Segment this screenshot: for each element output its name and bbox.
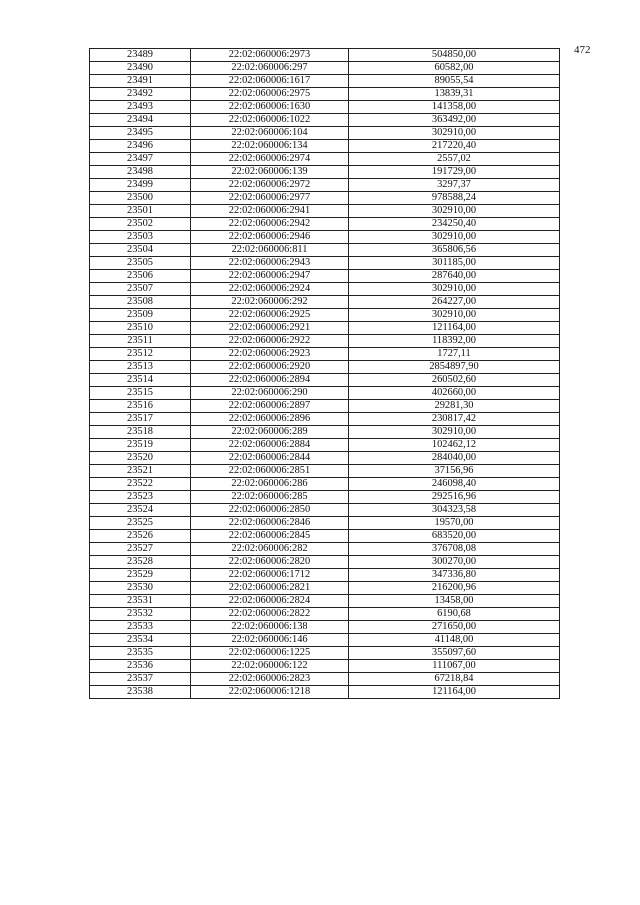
table-row (90, 114, 560, 127)
row-number-cell: 23505 (90, 257, 191, 270)
table-row (90, 452, 560, 465)
cadastral-number-cell: 22:02:060006:1225 (191, 647, 349, 660)
table-row (90, 348, 560, 361)
cadastral-number-cell: 22:02:060006:290 (191, 387, 349, 400)
cadastral-value-cell: 230817,42 (349, 413, 560, 426)
cadastral-value-cell: 2854897,90 (349, 361, 560, 374)
row-number-cell: 23503 (90, 231, 191, 244)
row-number-cell: 23495 (90, 127, 191, 140)
table-row (90, 634, 560, 647)
row-number-cell: 23512 (90, 348, 191, 361)
row-number-cell: 23500 (90, 192, 191, 205)
cadastral-value-cell: 234250,40 (349, 218, 560, 231)
cadastral-number-cell: 22:02:060006:2894 (191, 374, 349, 387)
cadastral-value-table (89, 48, 560, 699)
cadastral-value-cell: 89055,54 (349, 75, 560, 88)
cadastral-number-cell: 22:02:060006:2896 (191, 413, 349, 426)
cadastral-number-cell: 22:02:060006:285 (191, 491, 349, 504)
row-number-cell: 23535 (90, 647, 191, 660)
cadastral-value-cell: 683520,00 (349, 530, 560, 543)
table-row (90, 478, 560, 491)
page-number: 472 (574, 44, 591, 56)
table-row (90, 309, 560, 322)
cadastral-number-cell: 22:02:060006:2974 (191, 153, 349, 166)
row-number-cell: 23497 (90, 153, 191, 166)
table-row (90, 322, 560, 335)
cadastral-value-cell: 376708,08 (349, 543, 560, 556)
table-row (90, 686, 560, 699)
cadastral-value-cell: 260502,60 (349, 374, 560, 387)
row-number-cell: 23491 (90, 75, 191, 88)
cadastral-value-cell: 29281,30 (349, 400, 560, 413)
cadastral-number-cell: 22:02:060006:2972 (191, 179, 349, 192)
cadastral-number-cell: 22:02:060006:2923 (191, 348, 349, 361)
cadastral-number-cell: 22:02:060006:2924 (191, 283, 349, 296)
cadastral-number-cell: 22:02:060006:2897 (191, 400, 349, 413)
cadastral-value-cell: 118392,00 (349, 335, 560, 348)
cadastral-value-cell: 13458,00 (349, 595, 560, 608)
cadastral-number-cell: 22:02:060006:2824 (191, 595, 349, 608)
cadastral-number-cell: 22:02:060006:2820 (191, 556, 349, 569)
cadastral-value-cell: 300270,00 (349, 556, 560, 569)
row-number-cell: 23530 (90, 582, 191, 595)
row-number-cell: 23519 (90, 439, 191, 452)
table-row (90, 179, 560, 192)
row-number-cell: 23504 (90, 244, 191, 257)
row-number-cell: 23494 (90, 114, 191, 127)
cadastral-value-cell: 402660,00 (349, 387, 560, 400)
cadastral-number-cell: 22:02:060006:289 (191, 426, 349, 439)
cadastral-value-cell: 302910,00 (349, 231, 560, 244)
cadastral-number-cell: 22:02:060006:2973 (191, 49, 349, 62)
table-row (90, 647, 560, 660)
cadastral-value-cell: 302910,00 (349, 205, 560, 218)
cadastral-number-cell: 22:02:060006:2946 (191, 231, 349, 244)
cadastral-value-cell: 302910,00 (349, 127, 560, 140)
cadastral-number-cell: 22:02:060006:292 (191, 296, 349, 309)
cadastral-value-cell: 3297,37 (349, 179, 560, 192)
cadastral-value-cell: 284040,00 (349, 452, 560, 465)
table-row (90, 88, 560, 101)
cadastral-value-cell: 246098,40 (349, 478, 560, 491)
table-row (90, 660, 560, 673)
row-number-cell: 23514 (90, 374, 191, 387)
table-row (90, 400, 560, 413)
cadastral-number-cell: 22:02:060006:2941 (191, 205, 349, 218)
cadastral-number-cell: 22:02:060006:1712 (191, 569, 349, 582)
table-row (90, 491, 560, 504)
table-row (90, 673, 560, 686)
row-number-cell: 23506 (90, 270, 191, 283)
table-row (90, 543, 560, 556)
row-number-cell: 23496 (90, 140, 191, 153)
row-number-cell: 23538 (90, 686, 191, 699)
cadastral-value-cell: 363492,00 (349, 114, 560, 127)
table-row (90, 439, 560, 452)
cadastral-value-cell: 13839,31 (349, 88, 560, 101)
table-row (90, 270, 560, 283)
cadastral-number-cell: 22:02:060006:2925 (191, 309, 349, 322)
cadastral-number-cell: 22:02:060006:2845 (191, 530, 349, 543)
row-number-cell: 23520 (90, 452, 191, 465)
cadastral-number-cell: 22:02:060006:297 (191, 62, 349, 75)
cadastral-value-cell: 301185,00 (349, 257, 560, 270)
cadastral-number-cell: 22:02:060006:2975 (191, 88, 349, 101)
cadastral-value-cell: 60582,00 (349, 62, 560, 75)
cadastral-value-cell: 111067,00 (349, 660, 560, 673)
table-row (90, 153, 560, 166)
table-row (90, 296, 560, 309)
cadastral-value-cell: 216200,96 (349, 582, 560, 595)
row-number-cell: 23490 (90, 62, 191, 75)
table-row (90, 504, 560, 517)
table-row (90, 595, 560, 608)
row-number-cell: 23510 (90, 322, 191, 335)
cadastral-value-cell: 355097,60 (349, 647, 560, 660)
cadastral-value-cell: 191729,00 (349, 166, 560, 179)
cadastral-number-cell: 22:02:060006:122 (191, 660, 349, 673)
row-number-cell: 23507 (90, 283, 191, 296)
cadastral-number-cell: 22:02:060006:2850 (191, 504, 349, 517)
row-number-cell: 23528 (90, 556, 191, 569)
row-number-cell: 23534 (90, 634, 191, 647)
table-row (90, 49, 560, 62)
cadastral-number-cell: 22:02:060006:2884 (191, 439, 349, 452)
table-row (90, 257, 560, 270)
cadastral-number-cell: 22:02:060006:2821 (191, 582, 349, 595)
cadastral-number-cell: 22:02:060006:139 (191, 166, 349, 179)
table-row (90, 140, 560, 153)
row-number-cell: 23502 (90, 218, 191, 231)
row-number-cell: 23493 (90, 101, 191, 114)
table-row (90, 101, 560, 114)
cadastral-value-cell: 302910,00 (349, 426, 560, 439)
table-row (90, 218, 560, 231)
cadastral-value-cell: 304323,58 (349, 504, 560, 517)
cadastral-value-cell: 6190,68 (349, 608, 560, 621)
cadastral-number-cell: 22:02:060006:146 (191, 634, 349, 647)
cadastral-number-cell: 22:02:060006:2851 (191, 465, 349, 478)
cadastral-number-cell: 22:02:060006:2823 (191, 673, 349, 686)
row-number-cell: 23533 (90, 621, 191, 634)
cadastral-number-cell: 22:02:060006:1022 (191, 114, 349, 127)
row-number-cell: 23521 (90, 465, 191, 478)
table-row (90, 556, 560, 569)
row-number-cell: 23524 (90, 504, 191, 517)
table-row (90, 62, 560, 75)
row-number-cell: 23527 (90, 543, 191, 556)
cadastral-number-cell: 22:02:060006:2943 (191, 257, 349, 270)
table-row (90, 231, 560, 244)
row-number-cell: 23498 (90, 166, 191, 179)
cadastral-number-cell: 22:02:060006:2822 (191, 608, 349, 621)
row-number-cell: 23489 (90, 49, 191, 62)
cadastral-value-cell: 19570,00 (349, 517, 560, 530)
cadastral-value-cell: 217220,40 (349, 140, 560, 153)
row-number-cell: 23532 (90, 608, 191, 621)
cadastral-value-cell: 2557,02 (349, 153, 560, 166)
row-number-cell: 23516 (90, 400, 191, 413)
table-body (90, 49, 560, 699)
row-number-cell: 23501 (90, 205, 191, 218)
row-number-cell: 23509 (90, 309, 191, 322)
row-number-cell: 23492 (90, 88, 191, 101)
row-number-cell: 23536 (90, 660, 191, 673)
cadastral-number-cell: 22:02:060006:2977 (191, 192, 349, 205)
cadastral-number-cell: 22:02:060006:1218 (191, 686, 349, 699)
row-number-cell: 23511 (90, 335, 191, 348)
table-row (90, 205, 560, 218)
table-row (90, 283, 560, 296)
cadastral-value-cell: 292516,96 (349, 491, 560, 504)
row-number-cell: 23529 (90, 569, 191, 582)
table-row (90, 517, 560, 530)
table-row (90, 465, 560, 478)
cadastral-value-cell: 271650,00 (349, 621, 560, 634)
cadastral-value-cell: 504850,00 (349, 49, 560, 62)
cadastral-number-cell: 22:02:060006:2846 (191, 517, 349, 530)
cadastral-value-cell: 287640,00 (349, 270, 560, 283)
table-row (90, 426, 560, 439)
row-number-cell: 23517 (90, 413, 191, 426)
table-row (90, 413, 560, 426)
cadastral-value-cell: 141358,00 (349, 101, 560, 114)
cadastral-value-cell: 121164,00 (349, 686, 560, 699)
row-number-cell: 23513 (90, 361, 191, 374)
table-row (90, 530, 560, 543)
cadastral-number-cell: 22:02:060006:2922 (191, 335, 349, 348)
cadastral-number-cell: 22:02:060006:2844 (191, 452, 349, 465)
row-number-cell: 23518 (90, 426, 191, 439)
table-row (90, 374, 560, 387)
cadastral-value-cell: 347336,80 (349, 569, 560, 582)
row-number-cell: 23508 (90, 296, 191, 309)
cadastral-value-cell: 302910,00 (349, 283, 560, 296)
row-number-cell: 23523 (90, 491, 191, 504)
row-number-cell: 23515 (90, 387, 191, 400)
cadastral-number-cell: 22:02:060006:2920 (191, 361, 349, 374)
table-row (90, 166, 560, 179)
cadastral-number-cell: 22:02:060006:2947 (191, 270, 349, 283)
table-row (90, 192, 560, 205)
row-number-cell: 23537 (90, 673, 191, 686)
cadastral-number-cell: 22:02:060006:282 (191, 543, 349, 556)
cadastral-number-cell: 22:02:060006:811 (191, 244, 349, 257)
cadastral-value-cell: 1727,11 (349, 348, 560, 361)
row-number-cell: 23499 (90, 179, 191, 192)
cadastral-value-cell: 121164,00 (349, 322, 560, 335)
cadastral-number-cell: 22:02:060006:1617 (191, 75, 349, 88)
cadastral-value-cell: 67218,84 (349, 673, 560, 686)
table-row (90, 621, 560, 634)
table-row (90, 335, 560, 348)
row-number-cell: 23531 (90, 595, 191, 608)
cadastral-value-cell: 41148,00 (349, 634, 560, 647)
cadastral-value-cell: 37156,96 (349, 465, 560, 478)
table-row (90, 127, 560, 140)
cadastral-number-cell: 22:02:060006:2921 (191, 322, 349, 335)
cadastral-value-cell: 365806,56 (349, 244, 560, 257)
table-row (90, 582, 560, 595)
table-row (90, 244, 560, 257)
table-row (90, 361, 560, 374)
cadastral-number-cell: 22:02:060006:134 (191, 140, 349, 153)
row-number-cell: 23522 (90, 478, 191, 491)
cadastral-value-cell: 978588,24 (349, 192, 560, 205)
table-row (90, 608, 560, 621)
table-row (90, 569, 560, 582)
cadastral-value-cell: 264227,00 (349, 296, 560, 309)
cadastral-number-cell: 22:02:060006:104 (191, 127, 349, 140)
row-number-cell: 23526 (90, 530, 191, 543)
row-number-cell: 23525 (90, 517, 191, 530)
cadastral-value-cell: 302910,00 (349, 309, 560, 322)
cadastral-number-cell: 22:02:060006:138 (191, 621, 349, 634)
table-row (90, 75, 560, 88)
cadastral-value-cell: 102462,12 (349, 439, 560, 452)
table-row (90, 387, 560, 400)
cadastral-number-cell: 22:02:060006:2942 (191, 218, 349, 231)
cadastral-number-cell: 22:02:060006:286 (191, 478, 349, 491)
cadastral-number-cell: 22:02:060006:1630 (191, 101, 349, 114)
